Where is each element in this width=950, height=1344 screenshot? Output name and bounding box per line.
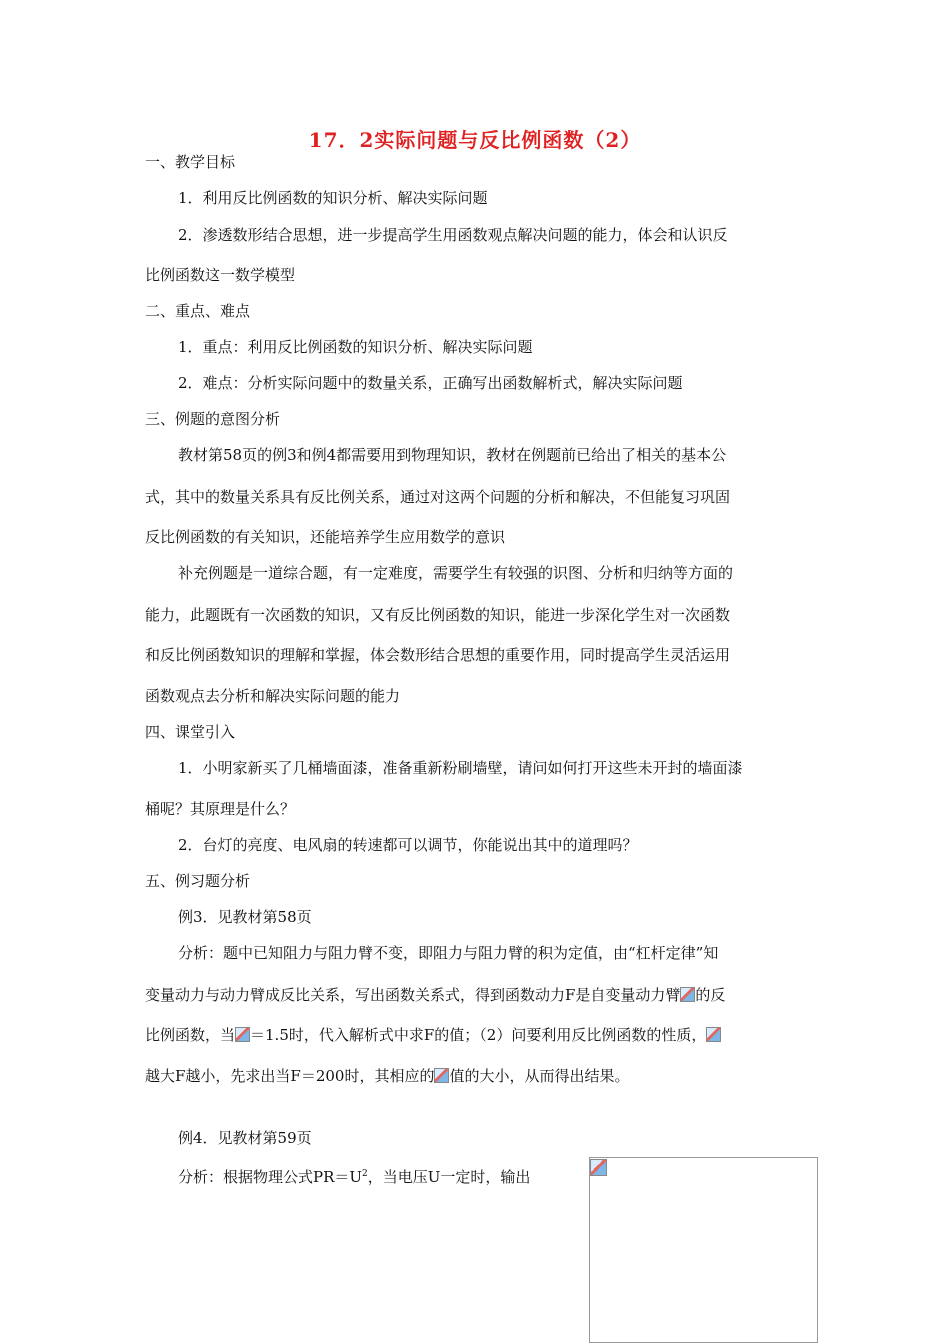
formula-image-icon: [434, 1068, 449, 1083]
text-run: 越大F越小，先求出当F＝200时，其相应的: [145, 1067, 435, 1085]
paragraph-line: 1．小明家新买了几桶墙面漆，准备重新粉刷墙壁，请问如何打开这些未开封的墙面漆: [178, 759, 743, 777]
text-run: ＝1.5时，代入解析式中求F的值；（2）问要利用反比例函数的性质，: [250, 1026, 707, 1044]
paragraph-line: [145, 1066, 629, 1086]
superscript: 2: [362, 1169, 368, 1179]
section-heading: 三、例题的意图分析: [145, 410, 281, 428]
broken-image-icon: [590, 1159, 607, 1176]
paragraph-line: 分析：题中已知阻力与阻力臂不变，即阻力与阻力臂的积为定值，由“杠杆定律”知: [178, 944, 719, 962]
page-title: 17．2实际问题与反比例函数（2）: [308, 128, 642, 152]
paragraph-line: 反比例函数的有关知识，还能培养学生应用数学的意识: [145, 528, 506, 546]
section-heading: 四、课堂引入: [145, 723, 236, 741]
paragraph-line: 函数观点去分析和解决实际问题的能力: [145, 687, 401, 705]
paragraph-line: 教材第58页的例3和例4都需要用到物理知识，教材在例题前已给出了相关的基本公: [178, 446, 727, 464]
text-run: ，当电压U一定时，输出: [367, 1168, 531, 1186]
section-heading: 五、例习题分析: [145, 872, 251, 890]
text-run: 分析：根据物理公式PR＝U: [178, 1168, 363, 1186]
paragraph-line: 式，其中的数量关系具有反比例关系，通过对这两个问题的分析和解决，不但能复习巩固: [145, 488, 731, 506]
formula-image-icon: [706, 1027, 721, 1042]
paragraph-line: 比例函数这一数学模型: [145, 266, 296, 284]
text-run: 值的大小，从而得出结果。: [449, 1067, 630, 1085]
formula-image-icon: [235, 1027, 250, 1042]
paragraph-line: 2．台灯的亮度、电风扇的转速都可以调节，你能说出其中的道理吗？: [178, 836, 638, 854]
paragraph-line: [145, 985, 725, 1005]
text-run: 的反: [695, 986, 726, 1004]
paragraph-line: 桶呢？其原理是什么？: [145, 800, 296, 818]
paragraph-line: 例3．见教材第58页: [178, 908, 312, 926]
paragraph-line: [178, 1164, 530, 1187]
paragraph-line: 1．利用反比例函数的知识分析、解决实际问题: [178, 189, 488, 207]
formula-image-icon: [680, 987, 695, 1002]
paragraph-line: 2．难点：分析实际问题中的数量关系，正确写出函数解析式，解决实际问题: [178, 374, 683, 392]
section-heading: 一、教学目标: [145, 153, 236, 171]
figure-frame: [589, 1157, 818, 1343]
section-heading: 二、重点、难点: [145, 302, 251, 320]
text-run: 比例函数，当: [145, 1026, 236, 1044]
paragraph-line: 能力，此题既有一次函数的知识，又有反比例函数的知识，能进一步深化学生对一次函数: [145, 606, 731, 624]
paragraph-line: 2．渗透数形结合思想，进一步提高学生用函数观点解决问题的能力，体会和认识反: [178, 226, 728, 244]
paragraph-line: [145, 1025, 721, 1045]
paragraph-line: 和反比例函数知识的理解和掌握，体会数形结合思想的重要作用，同时提高学生灵活运用: [145, 646, 731, 664]
text-run: 变量动力与动力臂成反比关系，写出函数关系式，得到函数动力F是自变量动力臂: [145, 986, 681, 1004]
paragraph-line: 1．重点：利用反比例函数的知识分析、解决实际问题: [178, 338, 533, 356]
paragraph-line: 例4．见教材第59页: [178, 1129, 312, 1147]
paragraph-line: 补充例题是一道综合题，有一定难度，需要学生有较强的识图、分析和归纳等方面的: [178, 564, 734, 582]
